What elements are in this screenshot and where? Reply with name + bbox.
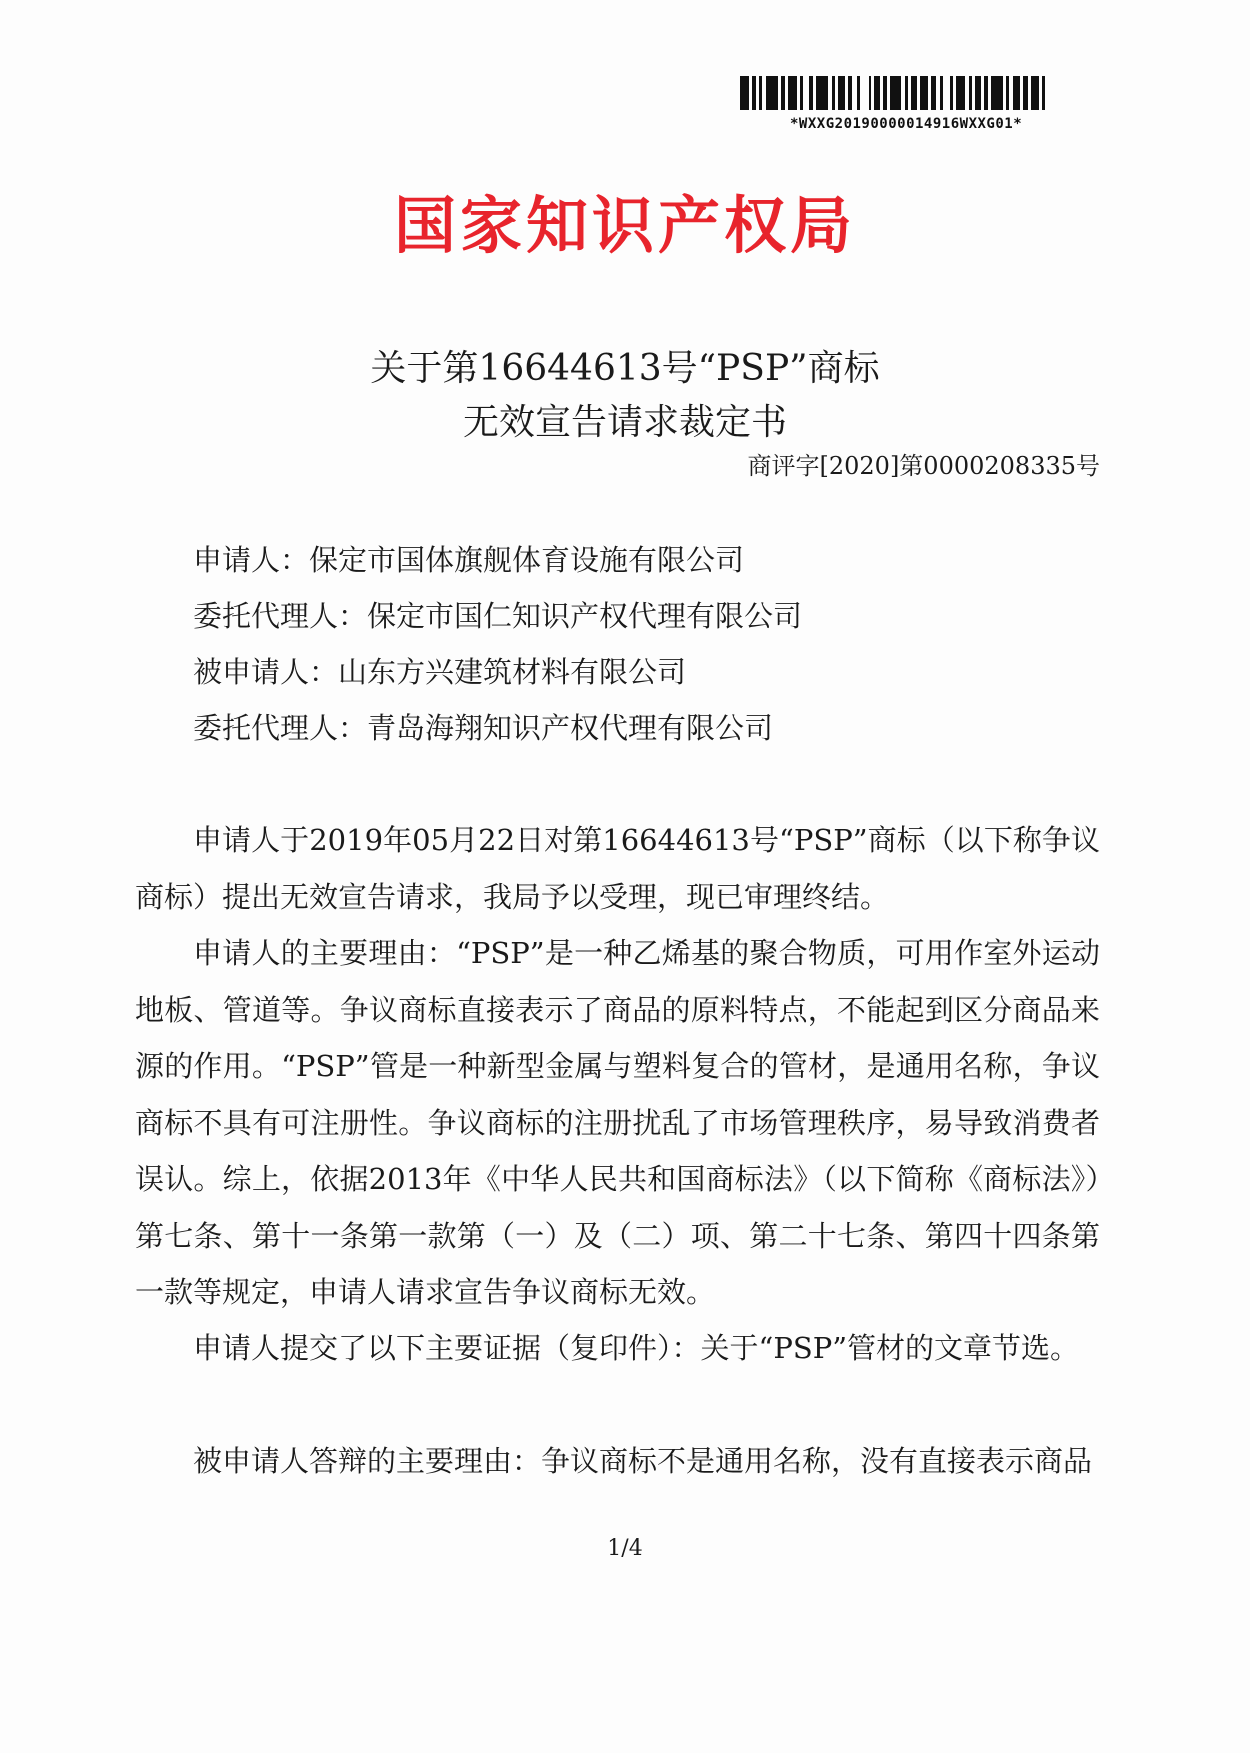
document-title-line-1: 关于第16644613号“PSP”商标 (370, 348, 880, 389)
party-respondent-agent: 委托代理人：青岛海翔知识产权代理有限公司 (193, 711, 774, 745)
document-number: 商评字[2020]第0000208335号 (747, 452, 1100, 480)
paragraph-4: 被申请人答辩的主要理由：争议商标不是通用名称，没有直接表示商品 (193, 1444, 1093, 1478)
agency-name: 国家知识产权局 (393, 189, 856, 262)
page-number: 1/4 (607, 1536, 643, 1561)
paragraph-2: 申请人的主要理由：“PSP”是一种乙烯基的聚合物质，可用作室外运动地板、管道等。争议商标直接表示了商品的原料特点，不能起到区分商品来源的作用。“PSP”管是一种新型金属与塑料复合的管材，是通用名称，争议商标不具有可注册性。争议商标的注册扰乱了市场管理秩序，易导致消费者误认。综上，依据2013年《中华人民共和国商标法》（以下简称《商标法》）第七条、第十一条第一款第（一）及（二）项、第二十七条、第四十四条第一款等规定，申请人请求宣告争议商标无效。 (135, 936, 1100, 1309)
barcode-code: *WXXG20190000014916WXXG01* (790, 116, 1023, 132)
barcode-image (740, 76, 1050, 110)
party-respondent: 被申请人：山东方兴建筑材料有限公司 (193, 655, 687, 689)
party-applicant-agent: 委托代理人：保定市国仁知识产权代理有限公司 (193, 599, 803, 633)
paragraph-1: 申请人于2019年05月22日对第16644613号“PSP”商标（以下称争议商标）提出无效宣告请求，我局予以受理，现已审理终结。 (135, 823, 1100, 914)
party-applicant: 申请人：保定市国体旗舰体育设施有限公司 (193, 543, 745, 577)
paragraph-3: 申请人提交了以下主要证据（复印件）：关于“PSP”管材的文章节选。 (193, 1331, 1080, 1365)
document-title-line-2: 无效宣告请求裁定书 (462, 402, 787, 443)
